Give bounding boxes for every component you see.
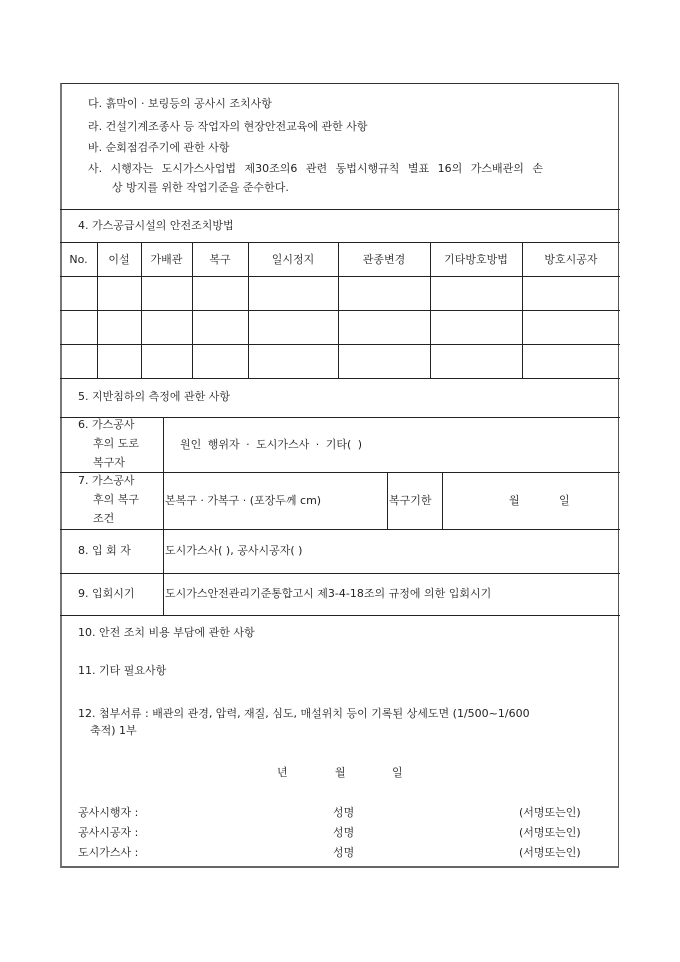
divider xyxy=(60,615,620,616)
label-line: 조건 xyxy=(93,512,115,525)
date-month[interactable]: 월 xyxy=(335,766,346,779)
section9-value: 도시가스안전관리기준통합고시 제3-4-18조의 규정에 의한 입회시기 xyxy=(165,587,492,600)
divider xyxy=(60,573,620,574)
divider xyxy=(60,378,620,379)
table-cell[interactable] xyxy=(248,320,338,334)
label-line: 6. 가스공사 xyxy=(78,418,135,431)
table-cell[interactable] xyxy=(522,320,620,334)
label-line: 복구자 xyxy=(93,456,125,469)
table-cell[interactable] xyxy=(338,354,430,368)
table-cell[interactable] xyxy=(522,286,620,300)
table-cell[interactable] xyxy=(338,320,430,334)
table-cell[interactable] xyxy=(141,354,192,368)
signer-name-label[interactable]: 성명 xyxy=(333,826,355,839)
table-header-cell: 관종변경 xyxy=(362,253,406,266)
section6-value[interactable]: 원인 행위자 · 도시가스사 · 기타( ) xyxy=(180,438,363,451)
table-cell[interactable] xyxy=(430,286,522,300)
item-sa-cont: 상 방지를 위한 작업기준을 준수한다. xyxy=(112,181,289,194)
divider xyxy=(60,242,620,243)
table-cell[interactable] xyxy=(141,320,192,334)
table-header-cell: 복구 xyxy=(209,253,231,266)
table-cell[interactable] xyxy=(192,354,248,368)
table-header-cell: 일시정지 xyxy=(271,253,315,266)
table-cell[interactable] xyxy=(338,286,430,300)
divider xyxy=(60,529,620,530)
section9-label: 9. 입회시기 xyxy=(78,587,135,600)
table-row-divider xyxy=(60,276,620,277)
table-header-cell: 가배관 xyxy=(150,253,183,266)
section4-title: 4. 가스공급시설의 안전조치방법 xyxy=(78,219,234,232)
section12-line1: 12. 첨부서류 : 배관의 관경, 압력, 재질, 심도, 매설위치 등이 기록된 상세도면 (1/500~1/600 xyxy=(78,707,530,720)
table-cell[interactable] xyxy=(97,354,141,368)
signer-role: 공사시행자 : xyxy=(78,806,139,819)
section11-title: 11. 기타 필요사항 xyxy=(78,664,167,677)
label-column-divider xyxy=(163,417,164,615)
signer-sign[interactable]: (서명또는인) xyxy=(519,806,581,819)
signer-role: 공사시공자 : xyxy=(78,826,139,839)
table-cell[interactable] xyxy=(60,320,97,334)
item-ra: 라. 건설기계조종사 등 작업자의 현장안전교육에 관한 사항 xyxy=(88,120,368,133)
table-cell[interactable] xyxy=(141,286,192,300)
table-cell[interactable] xyxy=(430,354,522,368)
divider xyxy=(60,209,620,210)
date-year[interactable]: 년 xyxy=(277,766,288,779)
table-cell[interactable] xyxy=(60,354,97,368)
item-ba: 바. 순회점검주기에 관한 사항 xyxy=(88,141,230,154)
table-cell[interactable] xyxy=(430,320,522,334)
table-cell[interactable] xyxy=(522,354,620,368)
deadline-month[interactable]: 월 xyxy=(509,494,520,507)
section7-label xyxy=(78,471,139,528)
section6-label xyxy=(78,415,139,472)
table-cell[interactable] xyxy=(60,286,97,300)
divider xyxy=(387,472,388,529)
deadline-label: 복구기한 xyxy=(389,494,432,507)
table-cell[interactable] xyxy=(192,320,248,334)
divider xyxy=(60,417,620,418)
date-day[interactable]: 일 xyxy=(392,766,403,779)
table-cell[interactable] xyxy=(97,286,141,300)
table-cell[interactable] xyxy=(248,286,338,300)
signer-name-label[interactable]: 성명 xyxy=(333,846,355,859)
label-line: 7. 가스공사 xyxy=(78,474,135,487)
deadline-day[interactable]: 일 xyxy=(559,494,570,507)
divider xyxy=(442,472,443,529)
label-line: 후의 도로 xyxy=(93,437,140,450)
table-header-cell: No. xyxy=(69,253,88,266)
signer-sign[interactable]: (서명또는인) xyxy=(519,846,581,859)
section8-value[interactable]: 도시가스사( ), 공사시공자( ) xyxy=(165,544,303,557)
table-header-cell: 방호시공자 xyxy=(544,253,598,266)
table-header-cell: 기타방호방법 xyxy=(444,253,508,266)
signer-sign[interactable]: (서명또는인) xyxy=(519,826,581,839)
signer-name-label[interactable]: 성명 xyxy=(333,806,355,819)
table-header-cell: 이설 xyxy=(108,253,130,266)
table-cell[interactable] xyxy=(248,354,338,368)
divider xyxy=(60,472,620,473)
label-line: 후의 복구 xyxy=(93,493,140,506)
table-cell[interactable] xyxy=(192,286,248,300)
section10-title: 10. 안전 조치 비용 부담에 관한 사항 xyxy=(78,626,255,639)
section5-title: 5. 지반침하의 측정에 관한 사항 xyxy=(78,390,230,403)
table-cell[interactable] xyxy=(97,320,141,334)
table-row-divider xyxy=(60,344,620,345)
item-sa: 사. 시행자는 도시가스사업법 제30조의6 관련 동법시행규칙 별표 16의 가스배관의 손 xyxy=(88,162,543,175)
section7-value[interactable]: 본복구 · 가복구 · (포장두께 cm) xyxy=(165,494,322,507)
item-da: 다. 흙막이 · 보링등의 공사시 조치사항 xyxy=(88,97,272,110)
form-frame xyxy=(60,83,619,868)
section8-label: 8. 입 회 자 xyxy=(78,544,131,557)
table-row-divider xyxy=(60,310,620,311)
signer-role: 도시가스사 : xyxy=(78,846,139,859)
section12-line2: 축적) 1부 xyxy=(90,724,137,737)
